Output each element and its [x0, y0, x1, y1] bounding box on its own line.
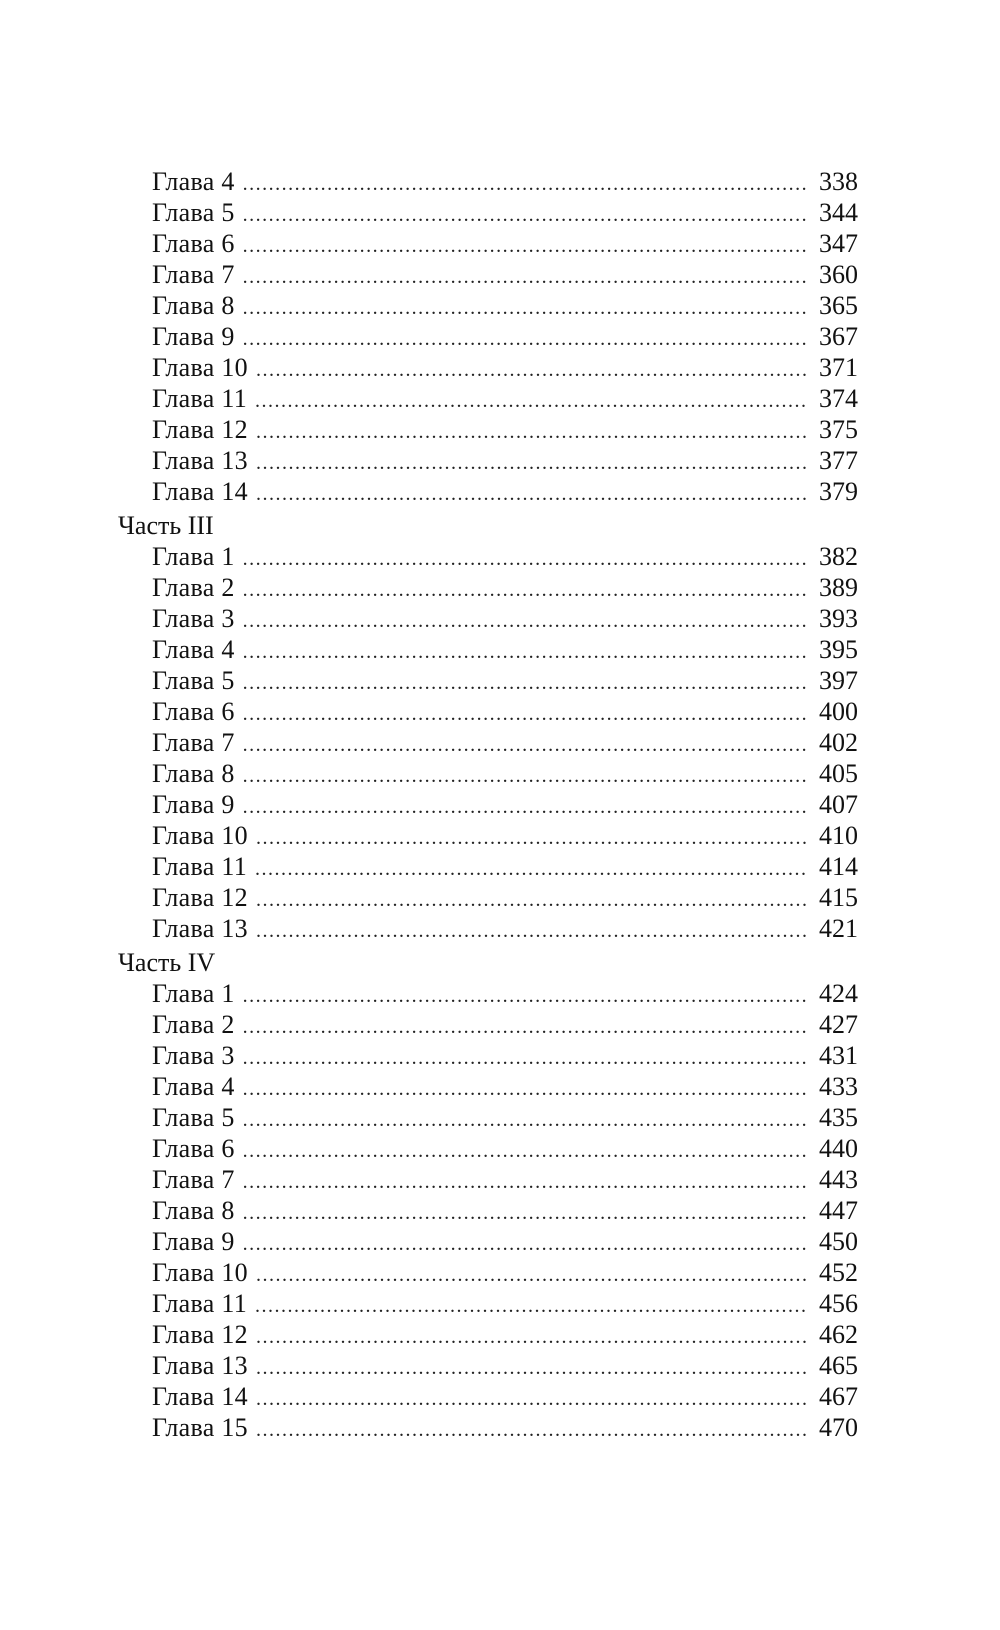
toc-entry: [152, 758, 858, 789]
page-number: 424: [819, 979, 858, 1008]
page-number: 367: [819, 322, 858, 351]
chapter-list: [118, 166, 858, 507]
toc-entry: [152, 572, 858, 603]
dot-leader: [256, 823, 808, 854]
page-number: 414: [819, 852, 858, 881]
dot-leader: [243, 575, 808, 606]
dot-leader: [243, 1074, 808, 1105]
page-number: 374: [819, 384, 858, 413]
chapter-label: Глава 3: [152, 1041, 235, 1070]
chapter-label: Глава 14: [152, 477, 248, 506]
page-number: 433: [819, 1072, 858, 1101]
chapter-label: Глава 11: [152, 1289, 247, 1318]
dot-leader: [256, 1384, 808, 1415]
dot-leader: [256, 1353, 808, 1384]
dot-leader: [243, 169, 808, 200]
dot-leader: [255, 1291, 808, 1322]
toc-entry: [152, 1133, 858, 1164]
toc-entry: [152, 1195, 858, 1226]
page-number: 377: [819, 446, 858, 475]
dot-leader: [243, 761, 808, 792]
chapter-label: Глава 5: [152, 666, 235, 695]
dot-leader: [243, 324, 808, 355]
chapter-label: Глава 11: [152, 852, 247, 881]
dot-leader: [243, 1198, 808, 1229]
toc-entry: [152, 383, 858, 414]
page-number: 450: [819, 1227, 858, 1256]
dot-leader: [243, 699, 808, 730]
chapter-label: Глава 13: [152, 446, 248, 475]
page-number: 421: [819, 914, 858, 943]
toc-entry: [152, 882, 858, 913]
page-number: 415: [819, 883, 858, 912]
chapter-label: Глава 14: [152, 1382, 248, 1411]
page-number: 447: [819, 1196, 858, 1225]
page-number: 393: [819, 604, 858, 633]
chapter-label: Глава 4: [152, 635, 235, 664]
page-number: 410: [819, 821, 858, 850]
dot-leader: [243, 730, 808, 761]
page-number: 431: [819, 1041, 858, 1070]
chapter-label: Глава 13: [152, 914, 248, 943]
toc-entry: [152, 1319, 858, 1350]
toc-entry: [152, 727, 858, 758]
chapter-label: Глава 5: [152, 1103, 235, 1132]
toc-entry: [152, 634, 858, 665]
dot-leader: [243, 200, 808, 231]
toc-entry: [152, 913, 858, 944]
chapter-label: Глава 2: [152, 573, 235, 602]
toc-entry: [152, 197, 858, 228]
toc-entry: [152, 1257, 858, 1288]
section-title: Часть IV: [118, 948, 216, 977]
table-of-contents: [118, 166, 858, 1443]
page-number: 344: [819, 198, 858, 227]
chapter-label: Глава 9: [152, 790, 235, 819]
toc-entry: [152, 603, 858, 634]
chapter-label: Глава 9: [152, 322, 235, 351]
chapter-label: Глава 6: [152, 1134, 235, 1163]
dot-leader: [256, 448, 808, 479]
dot-leader: [256, 1260, 808, 1291]
chapter-list: [118, 978, 858, 1443]
chapter-label: Глава 10: [152, 821, 248, 850]
dot-leader: [243, 1105, 808, 1136]
page-number: 462: [819, 1320, 858, 1349]
dot-leader: [243, 231, 808, 262]
page-number: 382: [819, 542, 858, 571]
toc-entry: [152, 414, 858, 445]
toc-entry: [152, 1040, 858, 1071]
toc-entry: [152, 259, 858, 290]
chapter-label: Глава 11: [152, 384, 247, 413]
dot-leader: [256, 1322, 808, 1353]
page-number: 465: [819, 1351, 858, 1380]
toc-entry: [152, 789, 858, 820]
toc-section: [118, 947, 858, 1443]
chapter-label: Глава 10: [152, 1258, 248, 1287]
toc-entry: [152, 321, 858, 352]
page-number: 467: [819, 1382, 858, 1411]
chapter-label: Глава 9: [152, 1227, 235, 1256]
toc-entry: [152, 290, 858, 321]
chapter-label: Глава 1: [152, 979, 235, 1008]
dot-leader: [256, 885, 808, 916]
page-number: 440: [819, 1134, 858, 1163]
toc-entry: [152, 696, 858, 727]
toc-entry: [152, 1288, 858, 1319]
toc-entry: [152, 1226, 858, 1257]
toc-entry: [152, 1350, 858, 1381]
page-number: 427: [819, 1010, 858, 1039]
page-number: 470: [819, 1413, 858, 1442]
chapter-label: Глава 10: [152, 353, 248, 382]
dot-leader: [243, 262, 808, 293]
chapter-label: Глава 6: [152, 229, 235, 258]
toc-entry: [152, 1381, 858, 1412]
page-number: 379: [819, 477, 858, 506]
chapter-list: [118, 541, 858, 944]
dot-leader: [243, 1229, 808, 1260]
chapter-label: Глава 4: [152, 167, 235, 196]
toc-entry: [152, 1164, 858, 1195]
chapter-label: Глава 7: [152, 728, 235, 757]
toc-entry: [152, 1412, 858, 1443]
toc-entry: [152, 166, 858, 197]
toc-entry: [152, 352, 858, 383]
dot-leader: [256, 916, 808, 947]
dot-leader: [255, 854, 808, 885]
page-number: 443: [819, 1165, 858, 1194]
chapter-label: Глава 6: [152, 697, 235, 726]
page-number: 338: [819, 167, 858, 196]
toc-entry: [152, 445, 858, 476]
dot-leader: [255, 386, 808, 417]
page-number: 371: [819, 353, 858, 382]
page-number: 397: [819, 666, 858, 695]
page-number: 365: [819, 291, 858, 320]
page-number: 456: [819, 1289, 858, 1318]
chapter-label: Глава 12: [152, 1320, 248, 1349]
dot-leader: [256, 417, 808, 448]
page-number: 360: [819, 260, 858, 289]
dot-leader: [243, 1136, 808, 1167]
chapter-label: Глава 12: [152, 883, 248, 912]
page-number: 375: [819, 415, 858, 444]
toc-entry: [152, 541, 858, 572]
page-number: 405: [819, 759, 858, 788]
chapter-label: Глава 12: [152, 415, 248, 444]
chapter-label: Глава 7: [152, 260, 235, 289]
dot-leader: [243, 792, 808, 823]
toc-entry: [152, 228, 858, 259]
page-number: 395: [819, 635, 858, 664]
toc-entry: [152, 978, 858, 1009]
toc-entry: [152, 1009, 858, 1040]
page-number: 400: [819, 697, 858, 726]
chapter-label: Глава 15: [152, 1413, 248, 1442]
chapter-label: Глава 2: [152, 1010, 235, 1039]
chapter-label: Глава 5: [152, 198, 235, 227]
toc-section: [118, 166, 858, 507]
chapter-label: Глава 8: [152, 1196, 235, 1225]
dot-leader: [256, 479, 808, 510]
toc-entry: [152, 476, 858, 507]
section-title: Часть III: [118, 511, 214, 540]
dot-leader: [243, 1043, 808, 1074]
dot-leader: [243, 1167, 808, 1198]
chapter-label: Глава 3: [152, 604, 235, 633]
toc-entry: [152, 820, 858, 851]
page-number: 389: [819, 573, 858, 602]
chapter-label: Глава 8: [152, 291, 235, 320]
dot-leader: [243, 544, 808, 575]
page-number: 407: [819, 790, 858, 819]
toc-section: [118, 510, 858, 944]
chapter-label: Глава 7: [152, 1165, 235, 1194]
toc-entry: [152, 665, 858, 696]
chapter-label: Глава 8: [152, 759, 235, 788]
toc-entry: [152, 1071, 858, 1102]
dot-leader: [243, 637, 808, 668]
dot-leader: [243, 668, 808, 699]
toc-entry: [152, 851, 858, 882]
toc-entry: [152, 1102, 858, 1133]
chapter-label: Глава 4: [152, 1072, 235, 1101]
dot-leader: [243, 606, 808, 637]
chapter-label: Глава 1: [152, 542, 235, 571]
chapter-label: Глава 13: [152, 1351, 248, 1380]
dot-leader: [243, 293, 808, 324]
page-number: 435: [819, 1103, 858, 1132]
page-number: 402: [819, 728, 858, 757]
dot-leader: [243, 981, 808, 1012]
page-number: 347: [819, 229, 858, 258]
dot-leader: [256, 1415, 808, 1446]
page-number: 452: [819, 1258, 858, 1287]
dot-leader: [243, 1012, 808, 1043]
dot-leader: [256, 355, 808, 386]
